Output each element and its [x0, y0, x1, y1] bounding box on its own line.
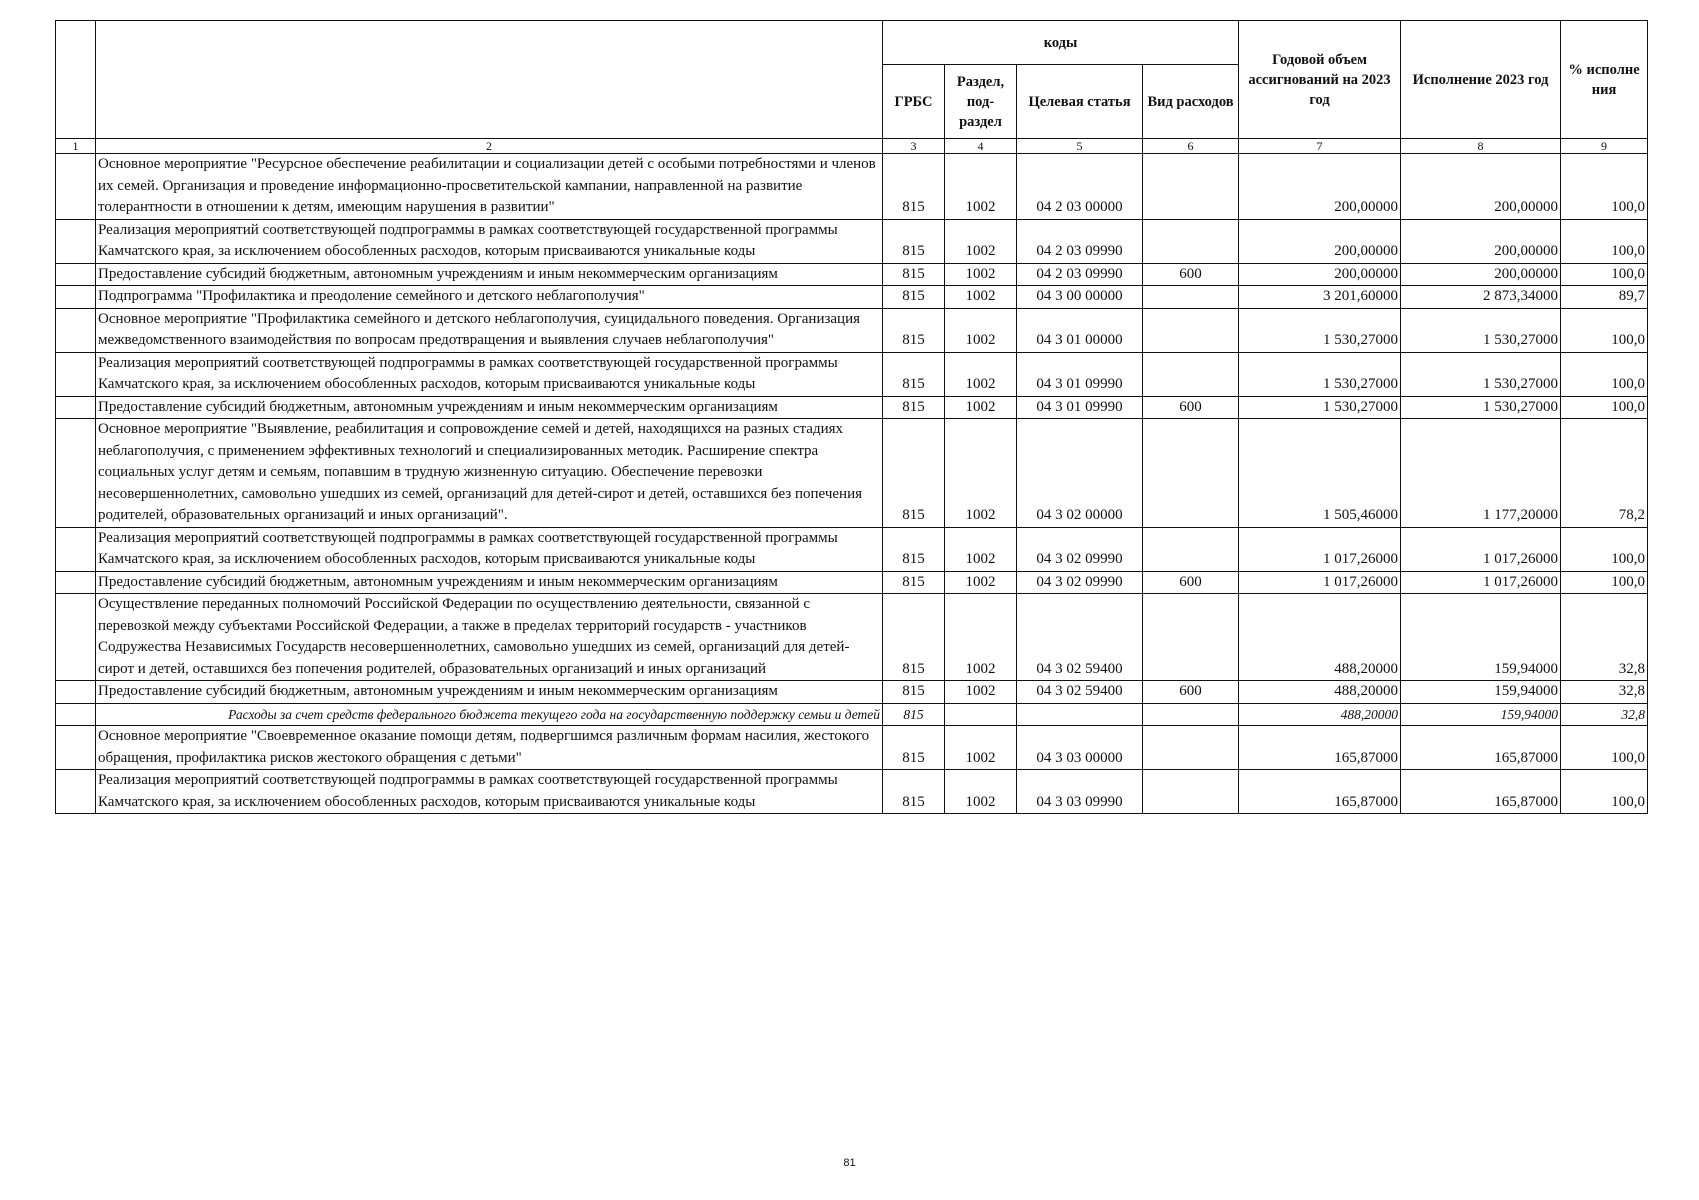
section-cell: 1002: [945, 352, 1017, 396]
section-cell: 1002: [945, 527, 1017, 571]
header-grbs: ГРБС: [883, 65, 945, 139]
table-row: [56, 419, 1648, 528]
annual-allocation-cell: 1 505,46000: [1239, 419, 1401, 528]
execution-cell: 1 017,26000: [1401, 571, 1561, 594]
percent-cell: 100,0: [1561, 726, 1648, 770]
table-body: [56, 154, 1648, 814]
execution-cell: 159,94000: [1401, 681, 1561, 704]
percent-cell: 32,8: [1561, 594, 1648, 681]
item-name-cell: Предоставление субсидий бюджетным, автономным учреждениям и иным некоммерческим организациям: [96, 396, 883, 419]
row-index-cell: [56, 726, 96, 770]
grbs-cell: 815: [883, 154, 945, 220]
item-name-cell: Предоставление субсидий бюджетным, автономным учреждениям и иным некоммерческим организациям: [96, 263, 883, 286]
table-row: [56, 770, 1648, 814]
item-name-cell: Реализация мероприятий соответствующей подпрограммы в рамках соответствующей государственной программы Камчатского края, за исключением обособленных расходов, которым присваиваются уникальные коды: [96, 770, 883, 814]
execution-cell: 2 873,34000: [1401, 286, 1561, 309]
grbs-cell: 815: [883, 396, 945, 419]
item-name-cell: Осуществление переданных полномочий Российской Федерации по осуществлению деятельности, связанной с перевозкой между субъектами Российской Федерации, а также в пределах территорий государств - участников Содружества Независимых Государств несовершеннолетних, самовольно ушедших из семей, организаций для детей-сирот и детей, оставшихся без попечения родителей, образовательных организаций и иных организаций: [96, 594, 883, 681]
percent-cell: 100,0: [1561, 219, 1648, 263]
expense-type-cell: [1143, 286, 1239, 309]
item-name-cell: Расходы за счет средств федерального бюджета текущего года на государственную поддержку семьи и детей: [96, 703, 883, 726]
execution-cell: 159,94000: [1401, 703, 1561, 726]
row-index-cell: [56, 396, 96, 419]
grbs-cell: 815: [883, 594, 945, 681]
execution-cell: 159,94000: [1401, 594, 1561, 681]
execution-cell: 200,00000: [1401, 263, 1561, 286]
expense-type-cell: [1143, 594, 1239, 681]
row-index-cell: [56, 308, 96, 352]
column-number: 3: [883, 139, 945, 154]
table-row: [56, 308, 1648, 352]
grbs-cell: 815: [883, 352, 945, 396]
item-name-cell: Реализация мероприятий соответствующей подпрограммы в рамках соответствующей государственной программы Камчатского края, за исключением обособленных расходов, которым присваиваются уникальные коды: [96, 527, 883, 571]
percent-cell: 89,7: [1561, 286, 1648, 309]
column-number: 9: [1561, 139, 1648, 154]
header-execution: Исполнение 2023 год: [1401, 21, 1561, 139]
column-number: 1: [56, 139, 96, 154]
annual-allocation-cell: 488,20000: [1239, 594, 1401, 681]
column-number: 7: [1239, 139, 1401, 154]
budget-execution-table: [55, 20, 1648, 814]
execution-cell: 200,00000: [1401, 154, 1561, 220]
grbs-cell: 815: [883, 308, 945, 352]
item-name-cell: Подпрограмма "Профилактика и преодоление семейного и детского неблагополучия": [96, 286, 883, 309]
target-article-cell: 04 3 03 09990: [1017, 770, 1143, 814]
execution-cell: 165,87000: [1401, 726, 1561, 770]
target-article-cell: 04 3 02 09990: [1017, 527, 1143, 571]
header-index-cell: [56, 21, 96, 139]
section-cell: 1002: [945, 726, 1017, 770]
target-article-cell: 04 3 02 59400: [1017, 681, 1143, 704]
section-cell: 1002: [945, 154, 1017, 220]
percent-cell: 100,0: [1561, 308, 1648, 352]
row-index-cell: [56, 154, 96, 220]
section-cell: 1002: [945, 263, 1017, 286]
percent-cell: 100,0: [1561, 396, 1648, 419]
grbs-cell: 815: [883, 726, 945, 770]
annual-allocation-cell: 200,00000: [1239, 219, 1401, 263]
annual-allocation-cell: 200,00000: [1239, 154, 1401, 220]
expense-type-cell: 600: [1143, 396, 1239, 419]
expense-type-cell: [1143, 219, 1239, 263]
page-number: 81: [843, 1157, 856, 1169]
section-cell: 1002: [945, 308, 1017, 352]
grbs-cell: 815: [883, 219, 945, 263]
row-index-cell: [56, 594, 96, 681]
annual-allocation-cell: 165,87000: [1239, 770, 1401, 814]
grbs-cell: 815: [883, 770, 945, 814]
percent-cell: 100,0: [1561, 352, 1648, 396]
target-article-cell: 04 3 01 00000: [1017, 308, 1143, 352]
row-index-cell: [56, 770, 96, 814]
item-name-cell: Реализация мероприятий соответствующей подпрограммы в рамках соответствующей государственной программы Камчатского края, за исключением обособленных расходов, которым присваиваются уникальные коды: [96, 352, 883, 396]
grbs-cell: 815: [883, 571, 945, 594]
row-index-cell: [56, 681, 96, 704]
row-index-cell: [56, 527, 96, 571]
row-index-cell: [56, 703, 96, 726]
table-row: [56, 527, 1648, 571]
budget-table-sheet: [55, 20, 1647, 814]
header-target-article: Целевая статья: [1017, 65, 1143, 139]
header-annual-allocation: Годовой объем ассигнований на 2023 год: [1239, 21, 1401, 139]
execution-cell: 1 177,20000: [1401, 419, 1561, 528]
table-row: [56, 154, 1648, 220]
table-row: [56, 726, 1648, 770]
column-number: 4: [945, 139, 1017, 154]
percent-cell: 32,8: [1561, 703, 1648, 726]
annual-allocation-cell: 1 530,27000: [1239, 308, 1401, 352]
expense-type-cell: [1143, 770, 1239, 814]
section-cell: 1002: [945, 571, 1017, 594]
target-article-cell: 04 3 00 00000: [1017, 286, 1143, 309]
section-cell: 1002: [945, 770, 1017, 814]
percent-cell: 32,8: [1561, 681, 1648, 704]
expense-type-cell: [1143, 419, 1239, 528]
header-section: Раздел, под- раздел: [945, 65, 1017, 139]
column-number: 6: [1143, 139, 1239, 154]
header-percent: % исполне ния: [1561, 21, 1648, 139]
execution-cell: 165,87000: [1401, 770, 1561, 814]
annual-allocation-cell: 1 530,27000: [1239, 352, 1401, 396]
table-row: [56, 396, 1648, 419]
target-article-cell: 04 2 03 09990: [1017, 263, 1143, 286]
execution-cell: 200,00000: [1401, 219, 1561, 263]
row-index-cell: [56, 571, 96, 594]
section-cell: [945, 703, 1017, 726]
percent-cell: 100,0: [1561, 770, 1648, 814]
column-number: 2: [96, 139, 883, 154]
grbs-cell: 815: [883, 286, 945, 309]
table-row: [56, 594, 1648, 681]
column-number: 5: [1017, 139, 1143, 154]
expense-type-cell: [1143, 154, 1239, 220]
row-index-cell: [56, 263, 96, 286]
annual-allocation-cell: 3 201,60000: [1239, 286, 1401, 309]
expense-type-cell: [1143, 527, 1239, 571]
target-article-cell: 04 3 02 00000: [1017, 419, 1143, 528]
section-cell: 1002: [945, 419, 1017, 528]
table-row: [56, 703, 1648, 726]
percent-cell: 100,0: [1561, 263, 1648, 286]
column-number: 8: [1401, 139, 1561, 154]
target-article-cell: 04 3 01 09990: [1017, 396, 1143, 419]
execution-cell: 1 530,27000: [1401, 396, 1561, 419]
header-name-cell: [96, 21, 883, 139]
table-row: [56, 681, 1648, 704]
row-index-cell: [56, 419, 96, 528]
table-row: [56, 219, 1648, 263]
grbs-cell: 815: [883, 527, 945, 571]
header-expense-type: Вид расходов: [1143, 65, 1239, 139]
expense-type-cell: [1143, 352, 1239, 396]
item-name-cell: Предоставление субсидий бюджетным, автономным учреждениям и иным некоммерческим организациям: [96, 571, 883, 594]
percent-cell: 78,2: [1561, 419, 1648, 528]
grbs-cell: 815: [883, 419, 945, 528]
execution-cell: 1 530,27000: [1401, 308, 1561, 352]
item-name-cell: Предоставление субсидий бюджетным, автономным учреждениям и иным некоммерческим организациям: [96, 681, 883, 704]
grbs-cell: 815: [883, 681, 945, 704]
execution-cell: 1 017,26000: [1401, 527, 1561, 571]
expense-type-cell: 600: [1143, 263, 1239, 286]
table-row: [56, 571, 1648, 594]
item-name-cell: Основное мероприятие "Профилактика семейного и детского неблагополучия, суицидального поведения. Организация межведомственного взаимодействия по вопросам предотвращения и выявления случаев неблагополучия": [96, 308, 883, 352]
expense-type-cell: 600: [1143, 681, 1239, 704]
expense-type-cell: [1143, 308, 1239, 352]
table-row: [56, 286, 1648, 309]
item-name-cell: Основное мероприятие "Выявление, реабилитация и сопровождение семей и детей, находящихся на разных стадиях неблагополучия, с применением эффективных технологий и специализированных методик. Расширение спектра социальных услуг детям и семьям, попавшим в трудную жизненную ситуацию. Обеспечение перевозки несовершеннолетних, самовольно ушедших из семей, организаций для детей-сирот и детей, оставшихся без попечения родителей, образовательных организаций и иных организаций".: [96, 419, 883, 528]
header-codes: коды: [883, 21, 1239, 65]
percent-cell: 100,0: [1561, 527, 1648, 571]
item-name-cell: Основное мероприятие "Своевременное оказание помощи детям, подвергшимся различным формам насилия, жестокого обращения, профилактика рисков жестокого обращения с детьми": [96, 726, 883, 770]
expense-type-cell: 600: [1143, 571, 1239, 594]
annual-allocation-cell: 1 017,26000: [1239, 571, 1401, 594]
row-index-cell: [56, 352, 96, 396]
row-index-cell: [56, 286, 96, 309]
section-cell: 1002: [945, 594, 1017, 681]
target-article-cell: 04 3 02 09990: [1017, 571, 1143, 594]
annual-allocation-cell: 1 017,26000: [1239, 527, 1401, 571]
annual-allocation-cell: 1 530,27000: [1239, 396, 1401, 419]
target-article-cell: 04 2 03 00000: [1017, 154, 1143, 220]
item-name-cell: Реализация мероприятий соответствующей подпрограммы в рамках соответствующей государственной программы Камчатского края, за исключением обособленных расходов, которым присваиваются уникальные коды: [96, 219, 883, 263]
annual-allocation-cell: 488,20000: [1239, 681, 1401, 704]
section-cell: 1002: [945, 219, 1017, 263]
section-cell: 1002: [945, 396, 1017, 419]
column-number-row: [56, 139, 1648, 154]
table-row: [56, 352, 1648, 396]
percent-cell: 100,0: [1561, 571, 1648, 594]
annual-allocation-cell: 165,87000: [1239, 726, 1401, 770]
expense-type-cell: [1143, 703, 1239, 726]
target-article-cell: 04 3 01 09990: [1017, 352, 1143, 396]
execution-cell: 1 530,27000: [1401, 352, 1561, 396]
target-article-cell: 04 3 03 00000: [1017, 726, 1143, 770]
section-cell: 1002: [945, 286, 1017, 309]
target-article-cell: 04 2 03 09990: [1017, 219, 1143, 263]
section-cell: 1002: [945, 681, 1017, 704]
grbs-cell: 815: [883, 703, 945, 726]
target-article-cell: 04 3 02 59400: [1017, 594, 1143, 681]
expense-type-cell: [1143, 726, 1239, 770]
row-index-cell: [56, 219, 96, 263]
annual-allocation-cell: 488,20000: [1239, 703, 1401, 726]
item-name-cell: Основное мероприятие "Ресурсное обеспечение реабилитации и социализации детей с особыми потребностями и членов их семей. Организация и проведение информационно-просветительской кампании, направленной на развитие толерантности в отношении к детям, имеющим нарушения в развитии": [96, 154, 883, 220]
table-row: [56, 263, 1648, 286]
annual-allocation-cell: 200,00000: [1239, 263, 1401, 286]
percent-cell: 100,0: [1561, 154, 1648, 220]
grbs-cell: 815: [883, 263, 945, 286]
target-article-cell: [1017, 703, 1143, 726]
